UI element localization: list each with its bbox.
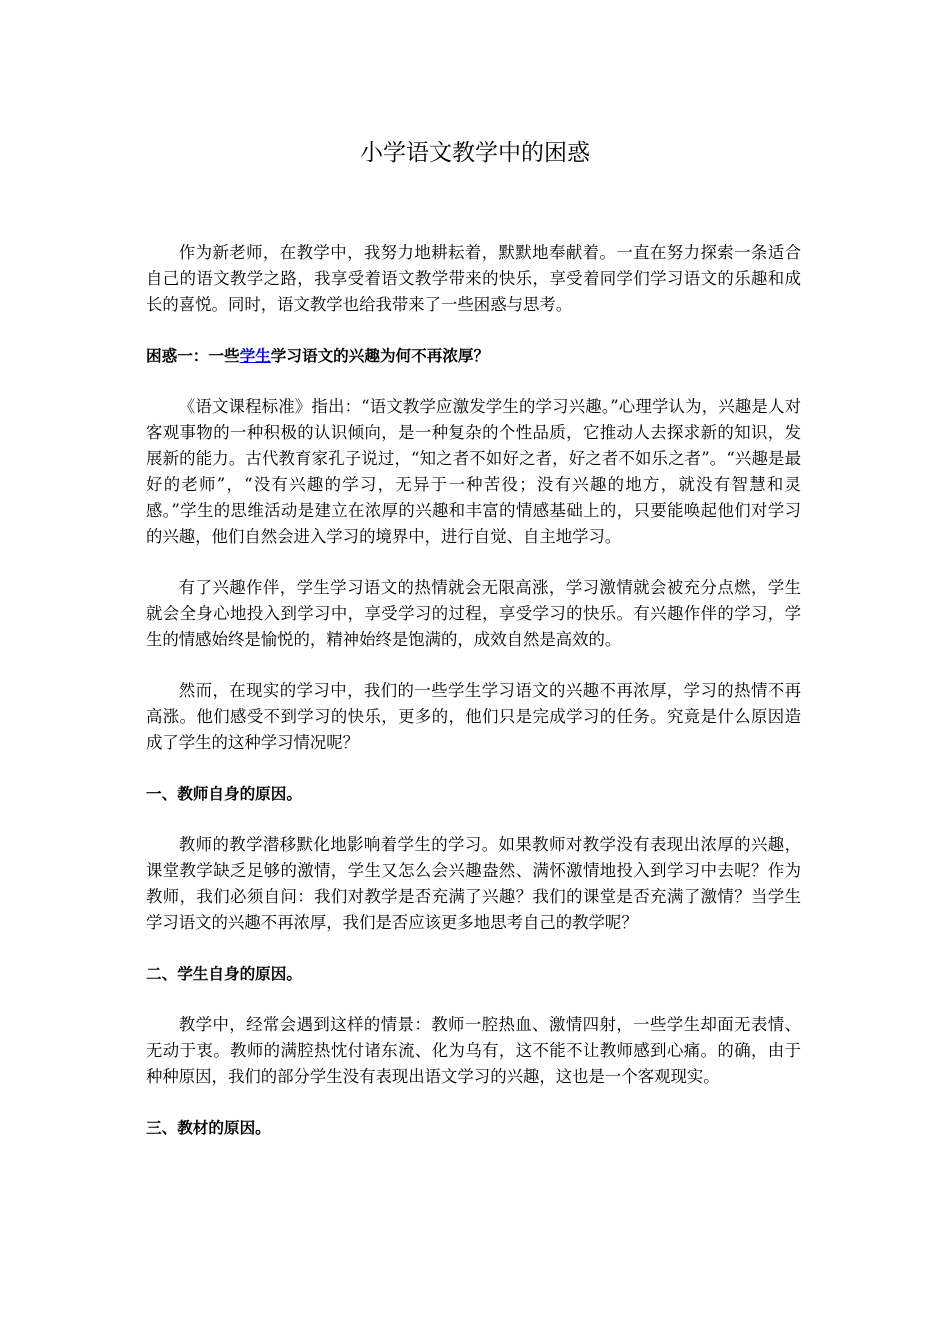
section-heading-teacher-reasons: 一、教师自身的原因。 <box>146 785 302 803</box>
paragraph-student-situation: 教学中，经常会遇到这样的情景：教师一腔热血、激情四射，一些学生却面无表情、无动于衷。教师的满腔热忱付诸东流、化为乌有，这不能不让教师感到心痛。的确，由于种种原因，我们的部分学生没有表现出语文学习的兴趣，这也是一个客观现实。 <box>146 1015 801 1086</box>
paragraph-intro: 作为新老师，在教学中，我努力地耕耘着，默默地奉献着。一直在努力探索一条适合自己的语文教学之路，我享受着语文教学带来的快乐，享受着同学们学习语文的乐趣和成长的喜悦。同时，语文教学也给我带来了一些困惑与思考。 <box>146 243 801 314</box>
paragraph-curriculum-standard: 《语文课程标准》指出：“语文教学应激发学生的学习兴趣。”心理学认为，兴趣是人对客观事物的一种积极的认识倾向，是一种复杂的个性品质，它推动人去探求新的知识，发展新的能力。古代教育家孔子说过，“知之者不如好之者，好之者不如乐之者”。“兴趣是最好的老师”，“没有兴趣的学习，无异于一种苦役；没有兴趣的地方，就没有智慧和灵感。”学生的思维活动是建立在浓厚的兴趣和丰富的情感基础上的，只要能唤起他们对学习的兴趣，他们自然会进入学习的境界中，进行自觉、自主地学习。 <box>146 397 801 546</box>
document-body <box>146 240 801 1166</box>
heading-text-after: 学习语文的兴趣为何不再浓厚？ <box>270 347 490 365</box>
document-title: 小学语文教学中的困惑 <box>360 140 590 166</box>
section-heading-textbook-reasons: 三、教材的原因。 <box>146 1119 271 1137</box>
section-heading-student-reasons: 二、学生自身的原因。 <box>146 965 302 983</box>
paragraph-reality: 然而，在现实的学习中，我们的一些学生学习语文的兴趣不再浓厚，学习的热情不再高涨。他们感受不到学习的快乐，更多的，他们只是完成学习的任务。究竟是什么原因造成了学生的这种学习情况呢？ <box>146 681 801 752</box>
paragraph-teacher-influence: 教师的教学潜移默化地影响着学生的学习。如果教师对教学没有表现出浓厚的兴趣，课堂教学缺乏足够的激情，学生又怎么会兴趣盎然、满怀激情地投入到学习中去呢？作为教师，我们必须自问：我们对教学是否充满了兴趣？我们的课堂是否充满了激情？当学生学习语文的兴趣不再浓厚，我们是否应该更多地思考自己的教学呢？ <box>146 835 801 932</box>
section-heading-confusion-one <box>146 343 801 369</box>
heading-text-before: 困惑一：一些 <box>146 347 240 365</box>
paragraph-interest-companion: 有了兴趣作伴，学生学习语文的热情就会无限高涨，学习激情就会被充分点燃，学生就会全身心地投入到学习中，享受学习的过程，享受学习的快乐。有兴趣作伴的学习，学生的情感始终是愉悦的，精神始终是饱满的，成效自然是高效的。 <box>146 578 801 649</box>
student-link[interactable]: 学生 <box>239 347 271 365</box>
